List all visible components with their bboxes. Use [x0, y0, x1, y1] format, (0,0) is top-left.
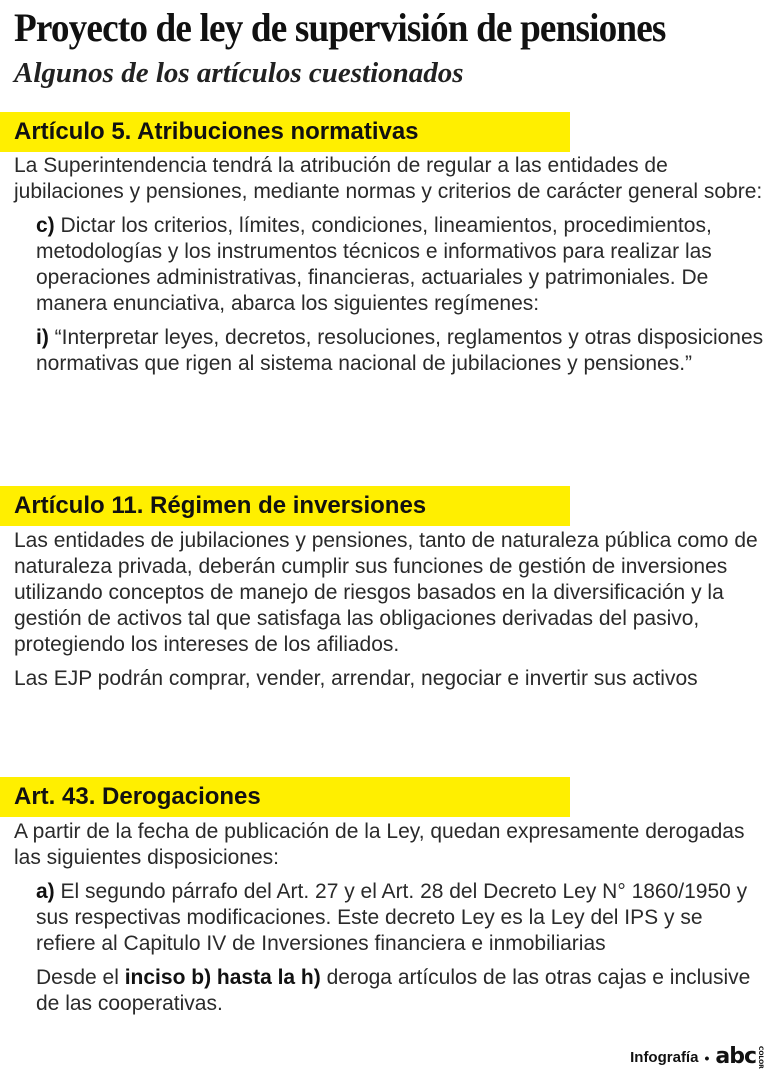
page-title: Proyecto de ley de supervisión de pensiones — [14, 5, 666, 50]
infografia-credit: Infografía — [630, 1049, 699, 1067]
bullet-separator: • — [704, 1049, 710, 1066]
item-label: a) — [36, 880, 55, 903]
list-item-c — [36, 213, 764, 317]
section-body-art-43 — [14, 819, 764, 1017]
logo-subtext: COLOR — [757, 1046, 764, 1069]
item-text: “Interpretar leyes, decretos, resoluciones, reglamentos y otras disposiciones normativas que rigen al sistema nacional de jubilaciones y pensiones.” — [36, 326, 764, 375]
item-text: El segundo párrafo del Art. 27 y el Art. 28 del Decreto Ley N° 1860/1950 y sus respectivas modificaciones. Este decreto Ley es la Ley del IPS y se refiere al Capitulo IV de Inversiones financiera e inmobiliarias — [36, 880, 748, 955]
item-text-suffix: deroga artículos de las otras cajas e inclusive de las cooperativas. — [36, 966, 751, 1015]
item-label: i) — [36, 326, 49, 349]
page-subtitle: Algunos de los artículos cuestionados — [14, 57, 464, 89]
section-paragraph: Las entidades de jubilaciones y pensiones, tanto de naturaleza pública como de naturaleza privada, deberán cumplir sus funciones de gestión de inversiones utilizando conceptos de manejo de riesgos basados en la diversificación y la gestión de activos tal que satisfaga las obligaciones derivadas del pasivo, protegiendo los intereses de los afiliados. — [14, 529, 758, 656]
section-intro: La Superintendencia tendrá la atribución de regular a las entidades de jubilaciones y pensiones, mediante normas y criterios de carácter general sobre: — [14, 154, 763, 203]
section-heading-art-43: Art. 43. Derogaciones — [0, 777, 570, 817]
section-body-articulo-5 — [14, 153, 764, 377]
list-item-a — [36, 879, 764, 957]
item-text-prefix: Desde el — [36, 966, 125, 989]
section-body-articulo-11 — [14, 528, 764, 692]
list-item-b-h — [36, 965, 764, 1017]
section-heading-articulo-11: Artículo 11. Régimen de inversiones — [0, 486, 570, 526]
section-intro: A partir de la fecha de publicación de la Ley, quedan expresamente derogadas las siguientes disposiciones: — [14, 820, 745, 869]
footer — [630, 1046, 764, 1069]
item-text-bold: inciso b) hasta la h) — [124, 966, 321, 989]
section-heading-articulo-5: Artículo 5. Atribuciones normativas — [0, 112, 570, 152]
abc-color-logo — [715, 1046, 764, 1069]
item-text: Dictar los criterios, límites, condiciones, lineamientos, procedimientos, metodologías y los instrumentos técnicos e informativos para realizar las operaciones administrativas, financieras, actuariales y patrimoniales. De manera enunciativa, abarca los siguientes regímenes: — [36, 214, 712, 315]
section-paragraph: Las EJP podrán comprar, vender, arrendar, negociar e invertir sus activos — [14, 667, 698, 690]
item-label: c) — [36, 214, 55, 237]
logo-wordmark: abc — [715, 1044, 756, 1070]
list-item-i — [36, 325, 764, 377]
